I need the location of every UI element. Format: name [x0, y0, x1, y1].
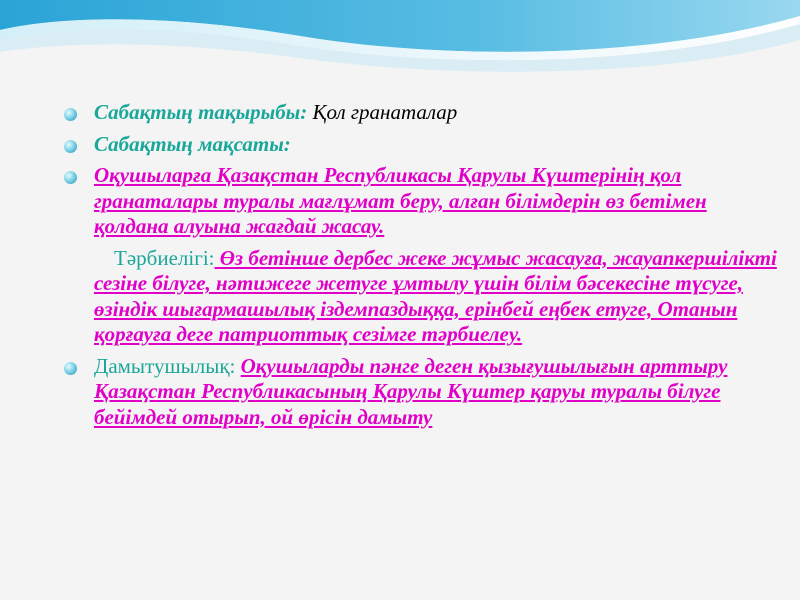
bullet-icon — [64, 140, 77, 153]
slide-content — [62, 100, 786, 436]
topic-value: Қол гранаталар — [307, 100, 458, 124]
development-label: Дамытушылық: — [94, 353, 236, 378]
development-item — [62, 354, 786, 431]
development-text: Оқушыларды пәнге деген қызығушылығын арттыру Қазақстан Республикасының Қарулы Күштер қаруы туралы білуге бейімдей отырып, ой өрісін дамыту — [94, 353, 728, 429]
upbringing-paragraph — [62, 246, 786, 348]
bullet-icon — [64, 108, 77, 121]
goal-label-item — [62, 132, 786, 158]
bullet-icon — [64, 171, 77, 184]
goal-text-item — [62, 163, 786, 240]
topic-label: Сабақтың тақырыбы: — [94, 100, 308, 124]
goal-label: Сабақтың мақсаты: — [94, 131, 291, 156]
top-wave-decoration — [0, 0, 800, 90]
upbringing-label: Тәрбиелігі: — [114, 245, 215, 270]
upbringing-text: Өз бетінше дербес жеке жұмыс жасауға, жауапкершілікті сезіне білуге, нәтижеге жетуге ұмтылу үшін білім бәсекесіне түсуге, өзіндік шығармашылық іздемпаздыққа, ерінбей еңбек етуге, Отанын қорғауға деге патриоттық сезімге тәрбиелеу. — [94, 245, 777, 346]
goal-text: Оқушыларға Қазақстан Республикасы Қарулы Күштерінің қол гранаталары туралы мағлұмат беру, алған білімдерін өз бетімен қолдана алуына жағдай жасау. — [94, 163, 707, 238]
topic-item — [62, 100, 786, 126]
bullet-icon — [64, 362, 77, 375]
